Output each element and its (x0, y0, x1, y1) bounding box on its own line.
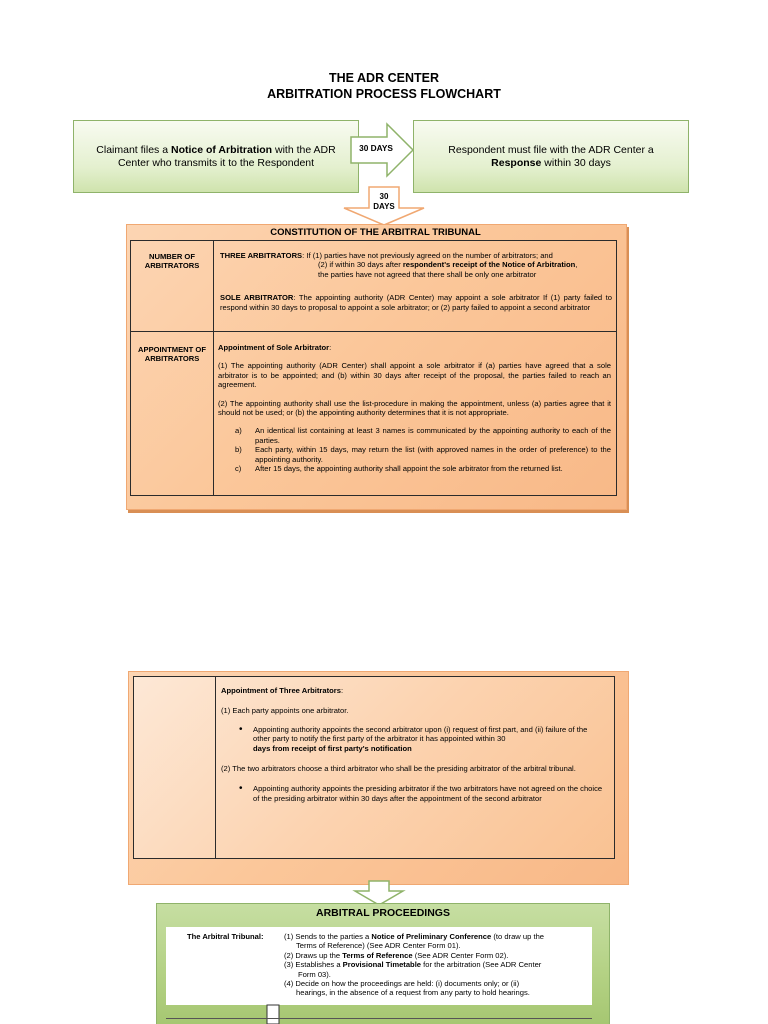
bullet-icon: • (239, 783, 243, 795)
sole-arbitrator-paragraph (220, 293, 612, 312)
list-item-text (253, 725, 606, 753)
sole-arbitrator-text: : The appointing authority (ADR Center) may appoint a sole arbitrator If (1) party failed to respond within 30 days to proposal to appoint a sole arbitrator; or (2) party failed to appoint a second arbitrator (220, 293, 613, 312)
proceedings-items (284, 932, 589, 998)
list-item-text: An identical list containing at least 3 names is communicated by the appointing authority to each of the parties. (255, 426, 611, 445)
three-l2-bold: respondent's receipt of the Notice of Arbitration (402, 260, 576, 270)
proceedings-item-4-cont: hearings, in the absence of a request from any party to hold hearings. (296, 988, 530, 998)
tribunal-title: CONSTITUTION OF THE ARBITRAL TRIBUNAL (270, 227, 481, 238)
table-column-divider (213, 240, 214, 496)
three-appointment-p2: (2) The two arbitrators choose a third arbitrator who shall be the presiding arbitrator of the arbitral tribunal. (221, 764, 576, 774)
three-arbitrators-intro: : If (1) parties have not previously agreed on the number of arbitrators; and (302, 251, 553, 260)
down-arrow-label-1: 30 (379, 192, 389, 201)
table-row-divider (130, 331, 617, 332)
proceedings-title: ARBITRAL PROCEEDINGS (316, 907, 450, 919)
list-item-mark: c) (235, 464, 242, 474)
sole-appointment-p2: (2) The appointing authority shall use the list-procedure in making the appointment, unless (a) parties agree that it should not be used; or (b) the appointing authority determines that it is not appropriate. (218, 398, 611, 418)
claimant-text-pre: Claimant files a (96, 143, 171, 156)
title-line-1: THE ADR CENTER (329, 71, 439, 85)
list-item-mark: a) (235, 426, 242, 436)
appt-label-line2: ARBITRATORS (144, 354, 200, 364)
sole-appointment-list (218, 426, 611, 473)
bullet1-bold: days from receipt of first party's notification (253, 743, 412, 753)
right-arrow-label: 30 DAYS (359, 143, 393, 153)
list-item-text: Appointing authority appoints the presiding arbitrator if the two arbitrators have not agreed on the choice of the presiding arbitrator within 30 days after the appointment of the second arbitrator (253, 784, 603, 803)
item2-pre: (2) Draws up the (284, 950, 343, 960)
proceedings-item-2 (284, 951, 589, 960)
three-appointment-p1: (1) Each party appoints one arbitrator. (221, 706, 349, 716)
proceedings-label: The Arbitral Tribunal: (187, 932, 264, 941)
number-label-line2: ARBITRATORS (144, 261, 200, 271)
respondent-text (424, 144, 678, 170)
item2-post: (See ADR Center Form 02). (412, 950, 509, 960)
down-arrow-label (364, 192, 404, 211)
appt-label-line1: APPOINTMENT OF (138, 345, 206, 354)
item1-post: (to draw up the (491, 932, 545, 941)
sole-arbitrator-title: SOLE ARBITRATOR (220, 293, 294, 303)
item1-pre: (1) Sends to the parties a (284, 932, 372, 941)
bottom-connector-line (166, 1018, 592, 1019)
appointment-of-arbitrators-label (131, 345, 213, 364)
list-item-text: Each party, within 15 days, may return the list (with approved names in the order of preference) to the appointing authority. (255, 445, 611, 464)
proceedings-item-4: (4) Decide on how the proceedings are held: (i) documents only; or (ii) (284, 979, 520, 989)
three-arbitrators-line2 (220, 260, 612, 269)
sole-appointment-colon: : (329, 343, 332, 352)
three-appointment-title: Appointment of Three Arbitrators (221, 686, 341, 695)
item3-bold: Provisional Timetable (342, 960, 422, 970)
proceedings-item-1 (284, 932, 589, 941)
bullet1-pre: Appointing authority appoints the second arbitrator upon (i) request of first part, and (ii) failure of the other party to notify the first party of the arbitrator it has appointed within 30 (253, 724, 588, 744)
number-label-line1: NUMBER OF (149, 252, 195, 261)
claimant-text-bold: Notice of Arbitration (170, 143, 273, 156)
small-down-arrow-icon (258, 1004, 288, 1024)
item2-bold: Terms of Reference (342, 950, 413, 960)
three-l2-post: , (575, 260, 578, 270)
item1-bold: Notice of Preliminary Conference (371, 932, 492, 941)
sole-appointment-p1: (1) The appointing authority (ADR Center) shall appoint a sole arbitrator if (a) parties have agreed that a sole arbitrator is to be appointed; and (b) within 30 days after receipt of the proposal, the parties failed to reach an agreement. (218, 361, 611, 390)
three-bullet-list-1 (221, 725, 606, 753)
title-line-2: ARBITRATION PROCESS FLOWCHART (267, 87, 501, 101)
item3-post: for the arbitration (See ADR Center (421, 960, 542, 970)
proceedings-item-3 (284, 960, 589, 969)
number-of-arbitrators-label (131, 252, 213, 271)
list-item (231, 725, 606, 753)
three-appointment-heading (221, 686, 606, 695)
claimant-text-post: with the ADR Center who transmits it to the Respondent (117, 143, 336, 169)
list-item (235, 464, 611, 473)
number-of-arbitrators-content (220, 251, 612, 312)
three-appointment-colon: : (340, 686, 344, 695)
three-arbitrators-title: THREE ARBITRATORS (220, 251, 303, 260)
list-item (235, 426, 611, 445)
list-item (235, 445, 611, 464)
bullet-icon: • (239, 723, 243, 735)
respondent-text-post: within 30 days (541, 156, 611, 169)
item3-pre: (3) Establishes a (284, 960, 343, 970)
respondent-text-bold: Response (491, 156, 542, 169)
list-item (231, 784, 606, 803)
three-l2-pre: (2) if within 30 days after (318, 260, 403, 270)
respondent-box (413, 120, 689, 193)
sole-appointment-heading (218, 343, 611, 352)
list-item-mark: b) (235, 445, 242, 455)
sole-appointment-title: Appointment of Sole Arbitrator (218, 343, 330, 352)
sole-appointment-content (218, 343, 611, 473)
proceedings-item-1-cont: Terms of Reference) (See ADR Center Form 01). (296, 941, 461, 951)
down-arrow-label-2: DAYS (373, 201, 395, 211)
claimant-box (73, 120, 359, 193)
respondent-text-pre: Respondent must file with the ADR Center a (448, 143, 654, 156)
three-table-divider (215, 676, 216, 859)
three-arbitrators-line3: the parties have not agreed that there shall be only one arbitrator (318, 269, 537, 279)
claimant-text (84, 144, 348, 170)
proceedings-item-3-cont: Form 03). (298, 969, 331, 979)
three-arbitrators-line1 (220, 251, 612, 260)
document-title (0, 70, 768, 102)
three-bullet-list-2 (221, 784, 606, 803)
list-item-text: After 15 days, the appointing authority shall appoint the sole arbitrator from the returned list. (255, 464, 563, 474)
three-appointment-content (221, 686, 606, 803)
